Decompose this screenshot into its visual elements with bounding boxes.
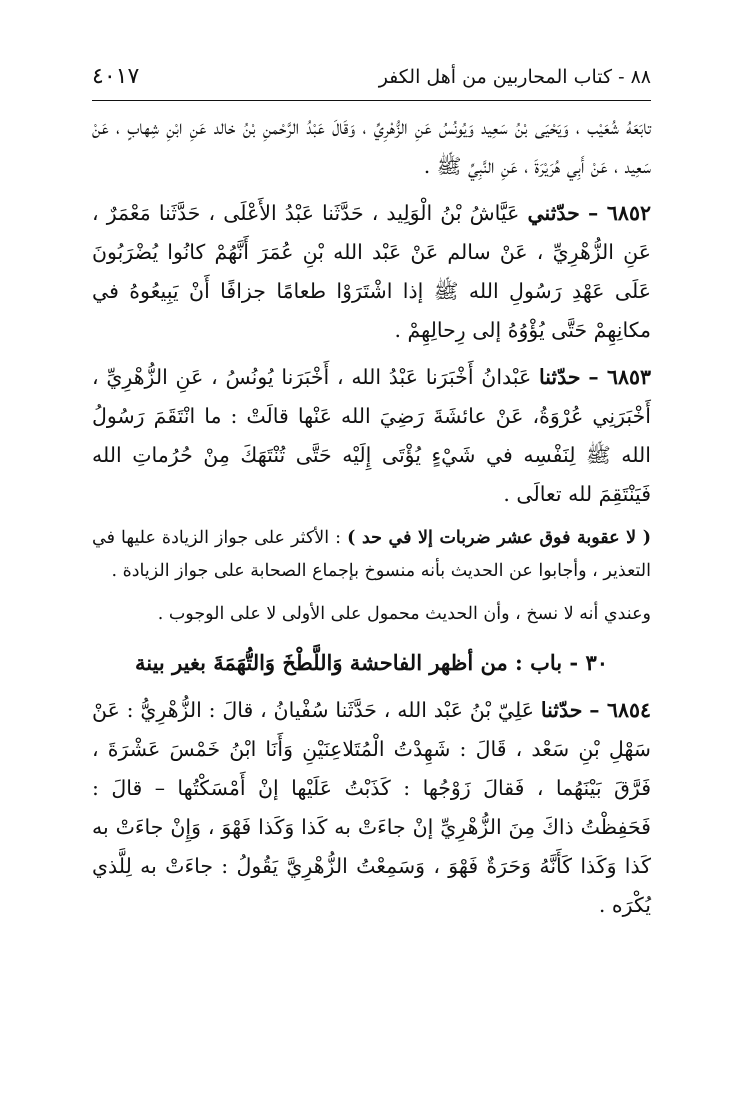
paragraph-text: تابَعَهُ شُعَيْب ، وَيَحْيَى بْنُ سَعِيد وَيُونُسُ عَنِ الزُّهْرِيِّ ، وَقَالَ عَبْدُ الرَّحْمنِ بْنُ خالد عَنِ ابْنِ شِهابٍ ، عَنْ سَعِيد ، عَنْ أَبِي هُرَيْرَةَ ، عَنِ النَّبِيِّ ﷺ . bbox=[92, 115, 651, 178]
hadith-lead: حدّثني bbox=[527, 201, 580, 225]
commentary-2 bbox=[92, 598, 651, 631]
hadith-6854 bbox=[92, 691, 651, 925]
page-header bbox=[92, 62, 651, 101]
page-body bbox=[92, 108, 651, 1086]
hadith-text: عَلِيّ بْنُ عَبْد الله ، حَدَّثَنا سُفْيانُ ، قالَ : الزُّهْرِيُّ : عَنْ سَهْلِ بْنِ سَعْد ، قَالَ : شَهِدْتُ الْمُتَلاعِنَيْنِ وَأَنَا ابْنُ خَمْسَ عَشْرَةَ ، فَرَّقَ بَيْنَهُما ، فَقالَ زَوْجُها : كَذَبْتُ عَلَيْها إنْ أَمْسَكْتُها – قالَ : فَحَفِظْتُ ذاكَ مِنَ الزُّهْرِيِّ إنْ جاءَتْ به كَذا وَكَذا فَهْوَ ، وَإِنْ جاءَتْ به كَذا وَكَذا كَأَنَّهُ وَحَرَةٌ فَهْوَ ، وَسَمِعْتُ الزُّهْرِيَّ يَقُولُ : جاءَتْ به لِلَّذي يُكْرَه . bbox=[92, 698, 651, 917]
hadith-number: ٦٨٥٢ – bbox=[587, 201, 651, 225]
hadith-number: ٦٨٥٤ – bbox=[589, 698, 651, 722]
chapter-heading: ٣٠ - باب : من أظهر الفاحشة وَاللَّطْخَ وَالتُّهَمَةَ بغير بينة bbox=[134, 650, 608, 675]
commentary-text: وعندي أنه لا نسخ ، وأن الحديث محمول على الأولى لا على الوجوب . bbox=[157, 604, 651, 624]
hadith-lead: حدّثنا bbox=[538, 365, 581, 389]
commentary-text: : الأكثر على جواز الزيادة عليها في التعذير ، وأجابوا عن الحديث بأنه منسوخ بإجماع الصحابة على جواز الزيادة . bbox=[92, 528, 651, 581]
page-number: ٤٠١٧ bbox=[92, 64, 140, 89]
hadith-6853 bbox=[92, 358, 651, 514]
running-title: ٨٨ - كتاب المحاربين من أهل الكفر bbox=[378, 66, 651, 88]
commentary-1 bbox=[92, 522, 651, 588]
paragraph-continuation bbox=[92, 108, 651, 186]
hadith-number: ٦٨٥٣ – bbox=[588, 365, 651, 389]
hadith-lead: حدّثنا bbox=[540, 698, 583, 722]
commentary-quote: ( لا عقوبة فوق عشر ضربات إلا في حد ) bbox=[347, 528, 651, 548]
hadith-text: عَبْدانُ أَخْبَرَنا عَبْدُ الله ، أَخْبَرَنا يُونُسُ ، عَنِ الزُّهْرِيِّ ، أَخْبَرَنِي عُرْوَةُ، عَنْ عائشَةَ رَضِيَ الله عَنْها قالَتْ : ما انْتَقَمَ رَسُولُ الله ﷺ لِنَفْسِه في شَيْءٍ يُؤْتَى إِلَيْه حَتَّى تُنْتَهَكَ مِنْ حُرُماتِ الله فَيَنْتَقِمَ لله تعالَى . bbox=[92, 365, 651, 506]
hadith-text: عَيَّاشُ بْنُ الْوَلِيد ، حَدَّثَنا عَبْدُ الأَعْلَى ، حَدَّثَنا مَعْمَرٌ ، عَنِ الزُّهْرِيِّ ، عَنْ سالم عَنْ عَبْد الله بْنِ عُمَرَ أَنَّهُمْ كانُوا يُضْرَبُونَ عَلَى عَهْدِ رَسُولِ الله ﷺ إذا اشْتَرَوْا طعامًا جزافًا أَنْ يَبِيعُوهُ في مكانِهِمْ حَتَّى يُؤْوُهُ إلى رِحالِهِمْ . bbox=[92, 201, 651, 342]
hadith-6852 bbox=[92, 194, 651, 350]
